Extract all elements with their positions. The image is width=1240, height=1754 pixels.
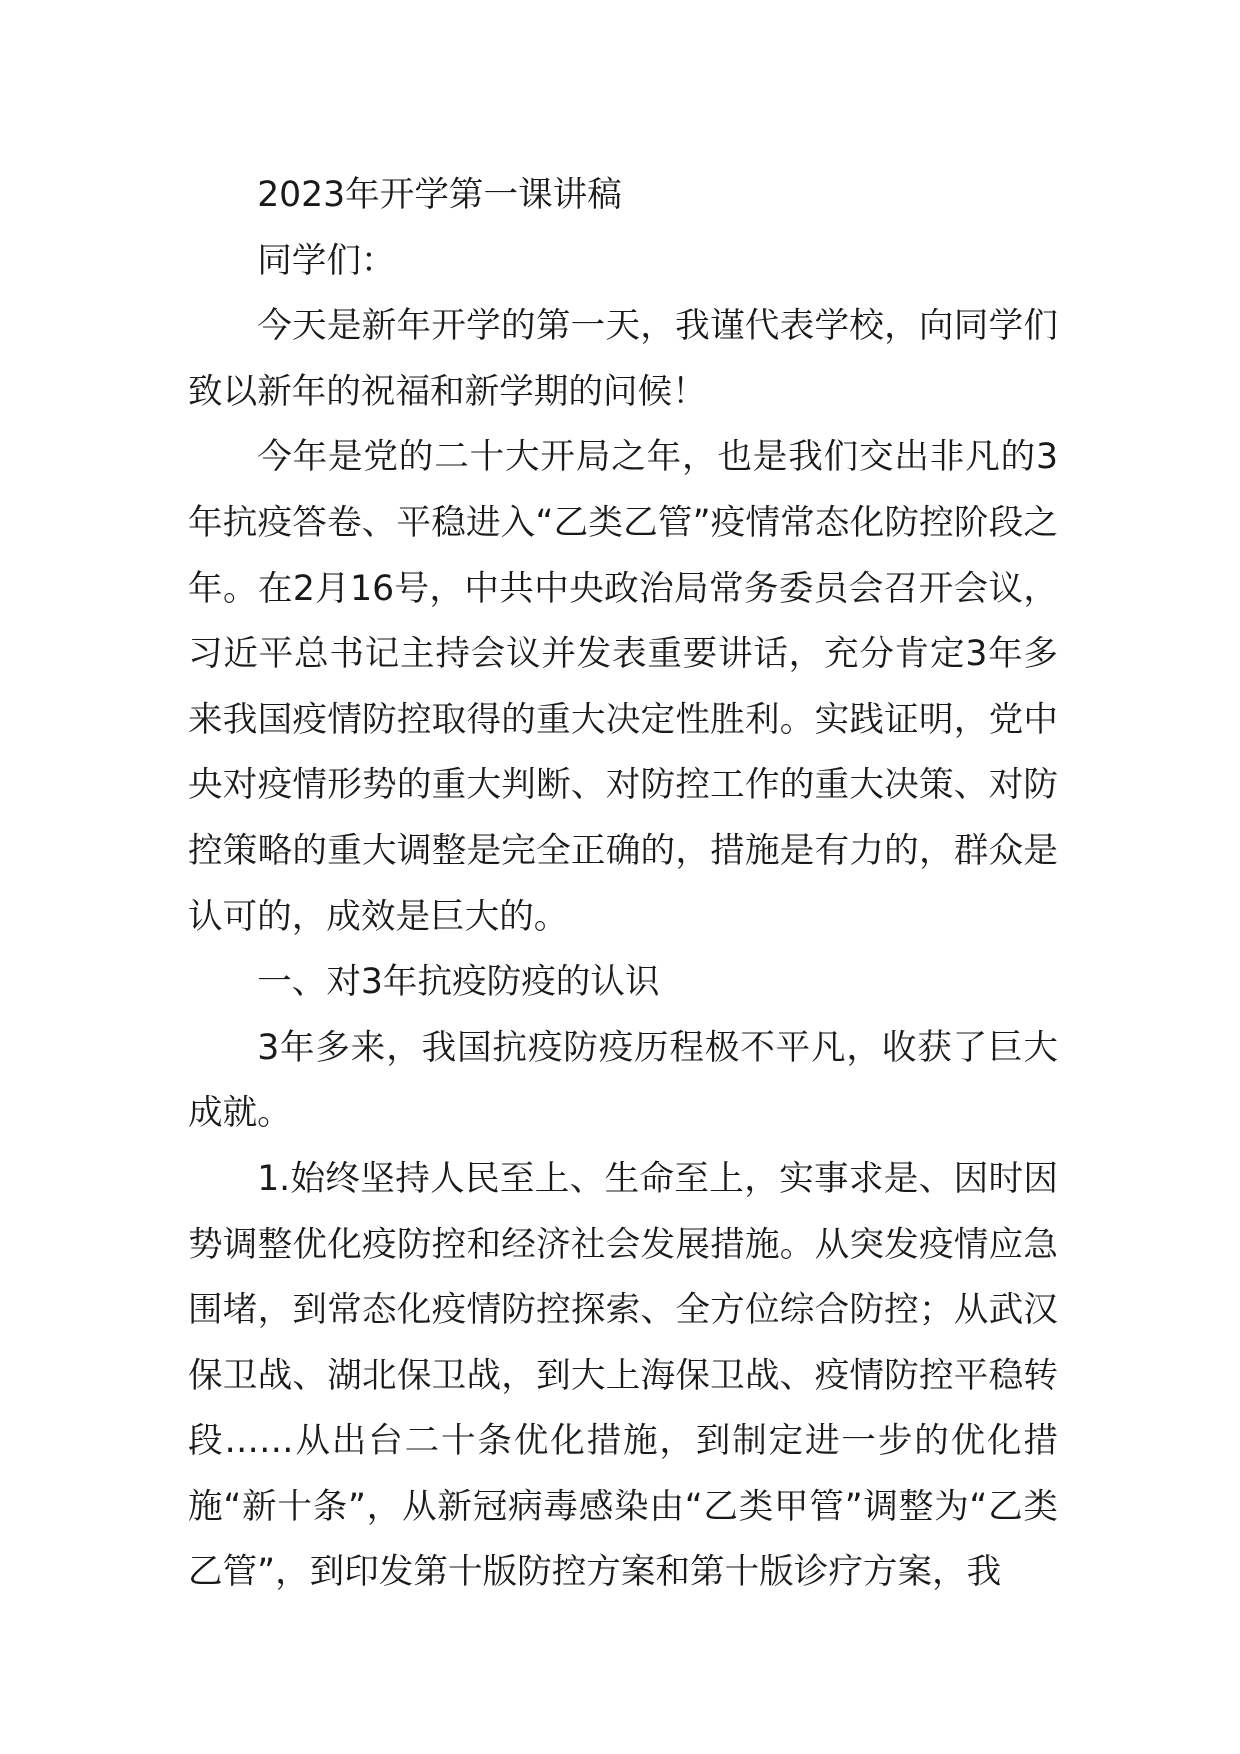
section-intro: 3年多来，我国抗疫防疫历程极不平凡，收获了巨大成就。 xyxy=(188,1027,1058,1134)
section-heading: 一、对3年抗疫防疫的认识 xyxy=(257,962,660,1003)
document-title: 2023年开学第一课讲稿 xyxy=(257,175,622,215)
point-1: 1.始终坚持人民至上、生命至上，实事求是、因时因势调整优化疫防控和经济社会发展措施。从突发疫情应急围堵，到常态化疫情防控探索、全方位综合防控；从武汉保卫战、湖北保卫战，到大上海保卫战、疫情防控平稳转段……从出台二十条优化措施，到制定进一步的优化措施“新十条”，从新冠病毒感染由“乙类甲管”调整为“乙类乙管”，到印发第十版防控方案和第十版诊疗方案，我 xyxy=(188,1158,1058,1593)
document-body xyxy=(188,163,1058,1606)
salutation: 同学们： xyxy=(257,240,396,281)
paragraph-greeting: 今天是新年开学的第一天，我谨代表学校，向同学们致以新年的祝福和新学期的问候！ xyxy=(188,306,1058,412)
paragraph-context: 今年是党的二十大开局之年，也是我们交出非凡的3年抗疫答卷、平稳进入“乙类乙管”疫情常态化防控阶段之年。在2月16号，中共中央政治局常务委员会召开会议，习近平总书记主持会议并发表重要讲话，充分肯定3年多来我国疫情防控取得的重大决定性胜利。实践证明，党中央对疫情形势的重大判断、对防控工作的重大决策、对防控策略的重大调整是完全正确的，措施是有力的，群众是认可的，成效是巨大的。 xyxy=(188,437,1058,937)
